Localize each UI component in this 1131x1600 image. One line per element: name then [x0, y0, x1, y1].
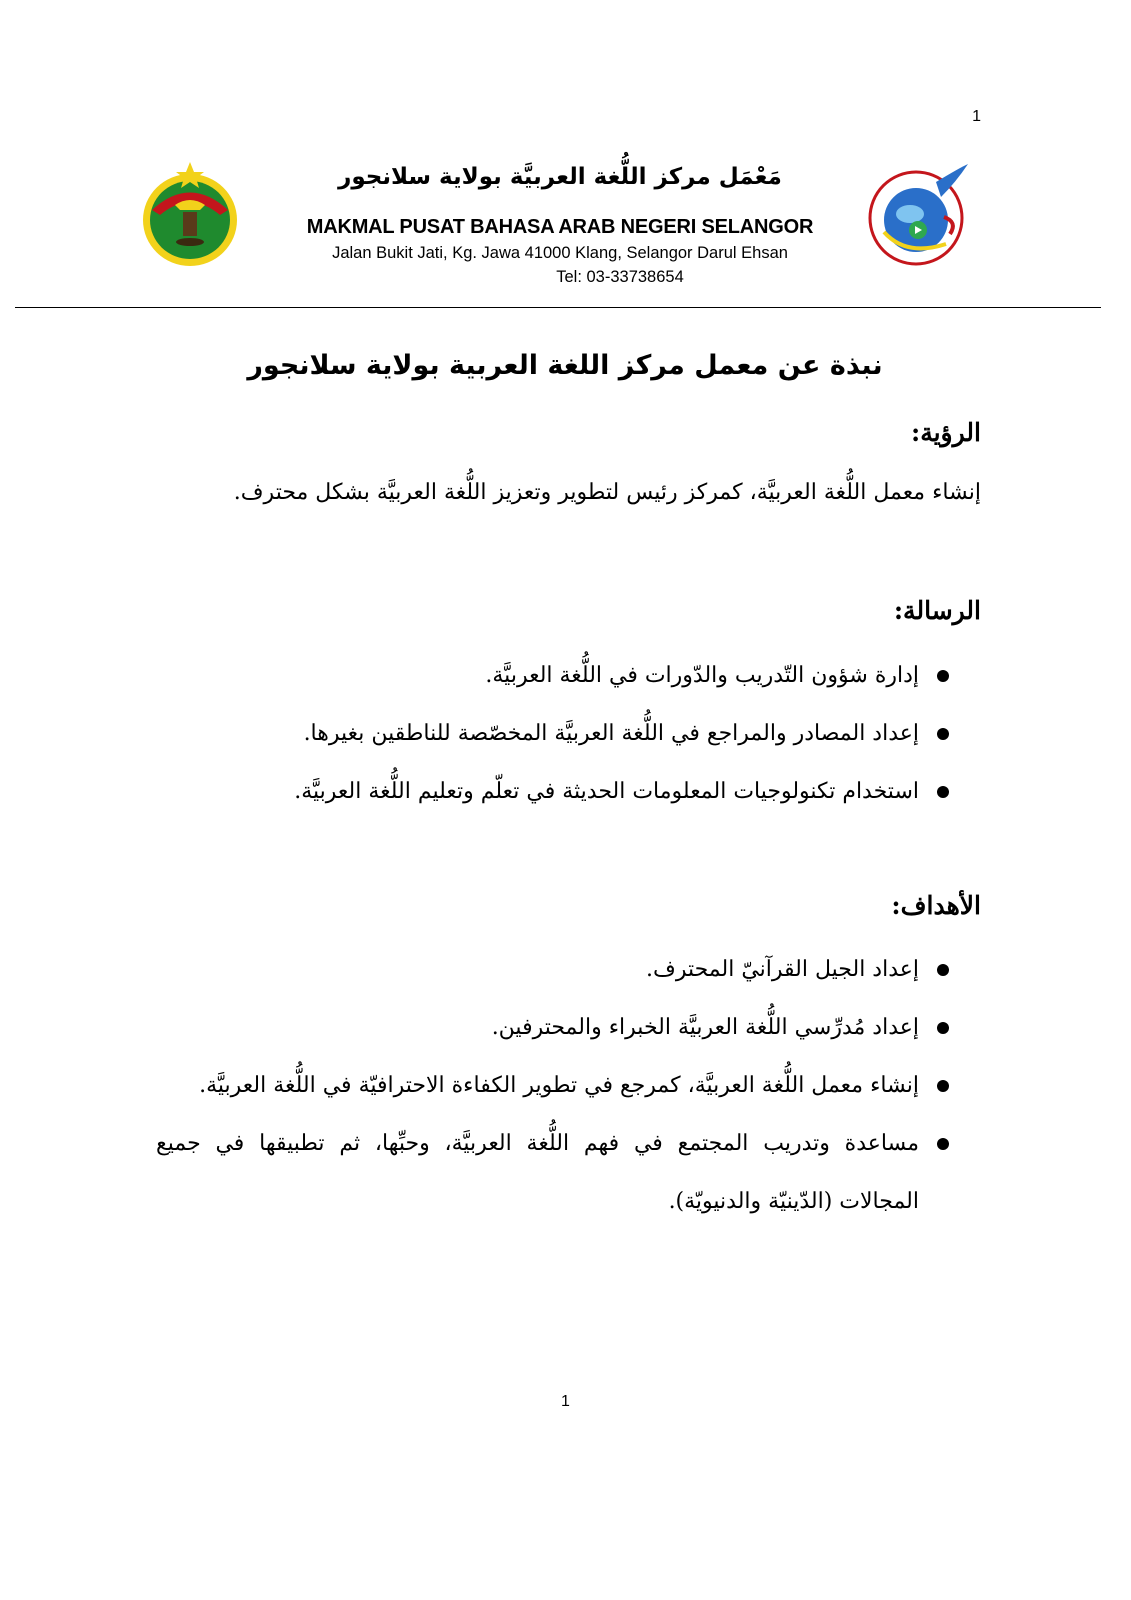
- bullet-icon: [937, 1138, 949, 1150]
- letterhead-address: Jalan Bukit Jati, Kg. Jawa 41000 Klang, Selangor Darul Ehsan: [332, 244, 788, 262]
- letterhead-arabic-name: مَعْمَل مركز اللُّغة العربيَّة بولاية سلانجور: [338, 164, 782, 190]
- page-number-bottom: 1: [561, 1393, 570, 1410]
- bullet-icon: [937, 1080, 949, 1092]
- list-item: [156, 1057, 981, 1115]
- list-item: [156, 1115, 981, 1231]
- goals-list: [156, 941, 981, 1231]
- bullet-icon: [937, 728, 949, 740]
- mission-list: [156, 647, 981, 821]
- list-item-text: استخدام تكنولوجيات المعلومات الحديثة في تعلّم وتعليم اللُّغة العربيَّة.: [294, 779, 919, 804]
- bullet-icon: [937, 786, 949, 798]
- list-item-text: إعداد الجيل القرآنيّ المحترف.: [646, 957, 919, 982]
- list-item: [156, 763, 981, 821]
- bullet-icon: [937, 1022, 949, 1034]
- letterhead-english-name: MAKMAL PUSAT BAHASA ARAB NEGERI SELANGOR: [306, 216, 814, 238]
- page-number-top: 1: [972, 108, 981, 125]
- list-item: [156, 941, 981, 999]
- list-item-text: إعداد المصادر والمراجع في اللُّغة العربيَّة المخصّصة للناطقين بغيرها.: [303, 721, 919, 746]
- pbas-globe-logo: [866, 162, 972, 268]
- vision-heading: الرؤية:: [910, 418, 981, 447]
- list-item-text: إنشاء معمل اللُّغة العربيَّة، كمرجع في تطوير الكفاءة الاحترافيّة في اللُّغة العربيَّة.: [199, 1073, 919, 1098]
- list-item-text: إعداد مُدرِّسي اللُّغة العربيَّة الخبراء والمحترفين.: [491, 1015, 919, 1040]
- selangor-emblem-logo: [140, 160, 240, 268]
- list-item: [156, 647, 981, 705]
- header-divider: [15, 307, 1101, 308]
- page-title: نبذة عن معمل مركز اللغة العربية بولاية سلانجور: [247, 350, 883, 381]
- list-item-text: إدارة شؤون التّدريب والدّورات في اللُّغة العربيَّة.: [485, 663, 919, 688]
- list-item: [156, 999, 981, 1057]
- bullet-icon: [937, 670, 949, 682]
- vision-text: إنشاء معمل اللُّغة العربيَّة، كمركز رئيس لتطوير وتعزيز اللُّغة العربيَّة بشكل محترف.: [233, 480, 981, 505]
- letterhead-tel: Tel: 03-33738654: [556, 268, 684, 286]
- list-item: [156, 705, 981, 763]
- bullet-icon: [937, 964, 949, 976]
- mission-heading: الرسالة:: [893, 596, 981, 625]
- goals-heading: الأهداف:: [891, 891, 981, 920]
- list-item-text: مساعدة وتدريب المجتمع في فهم اللُّغة العربيَّة، وحبِّها، ثم تطبيقها في جميع المجالات (الدّينيّة والدنيويّة).: [156, 1131, 919, 1214]
